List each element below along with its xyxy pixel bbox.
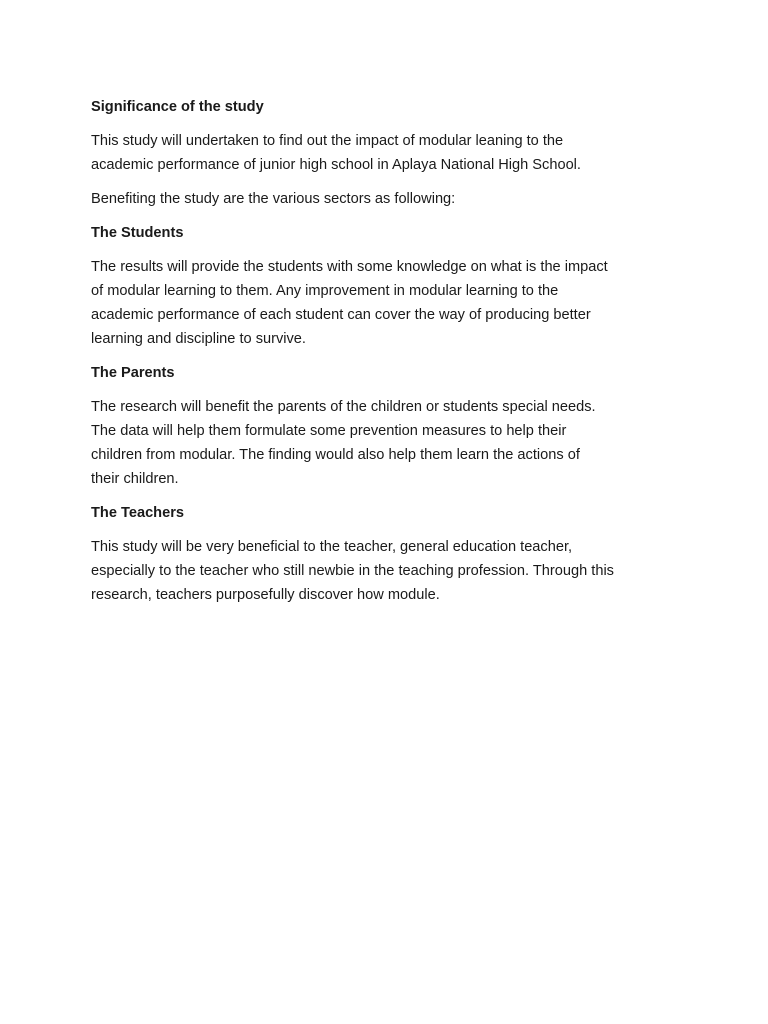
section-paragraph-students <box>91 255 691 351</box>
paragraph-line: The results will provide the students with some knowledge on what is the impact <box>91 259 608 275</box>
section-heading-teachers: The Teachers <box>91 505 185 521</box>
intro-line: This study will undertaken to find out the impact of modular leaning to the <box>91 133 564 149</box>
section-heading-students: The Students <box>91 225 184 241</box>
intro-paragraph <box>91 129 691 177</box>
section-paragraph-parents <box>91 395 691 491</box>
document-title: Significance of the study <box>91 99 264 115</box>
paragraph-line: The research will benefit the parents of the children or students special needs. <box>91 399 596 415</box>
paragraph-line: This study will be very beneficial to the teacher, general education teacher, <box>91 539 573 555</box>
paragraph-line: of modular learning to them. Any improvement in modular learning to the <box>91 283 559 299</box>
intro-line: academic performance of junior high school in Aplaya National High School. <box>91 157 581 173</box>
paragraph-line: The data will help them formulate some prevention measures to help their <box>91 423 567 439</box>
document-body <box>91 95 691 617</box>
paragraph-line: academic performance of each student can cover the way of producing better <box>91 307 591 323</box>
benefiting-paragraph: Benefiting the study are the various sectors as following: <box>91 191 456 207</box>
section-paragraph-teachers <box>91 535 691 607</box>
paragraph-line: research, teachers purposefully discover how module. <box>91 587 440 603</box>
paragraph-line: their children. <box>91 471 179 487</box>
paragraph-line: especially to the teacher who still newbie in the teaching profession. Through this <box>91 563 614 579</box>
paragraph-line: children from modular. The finding would also help them learn the actions of <box>91 447 580 463</box>
paragraph-line: learning and discipline to survive. <box>91 331 306 347</box>
section-heading-parents: The Parents <box>91 365 175 381</box>
